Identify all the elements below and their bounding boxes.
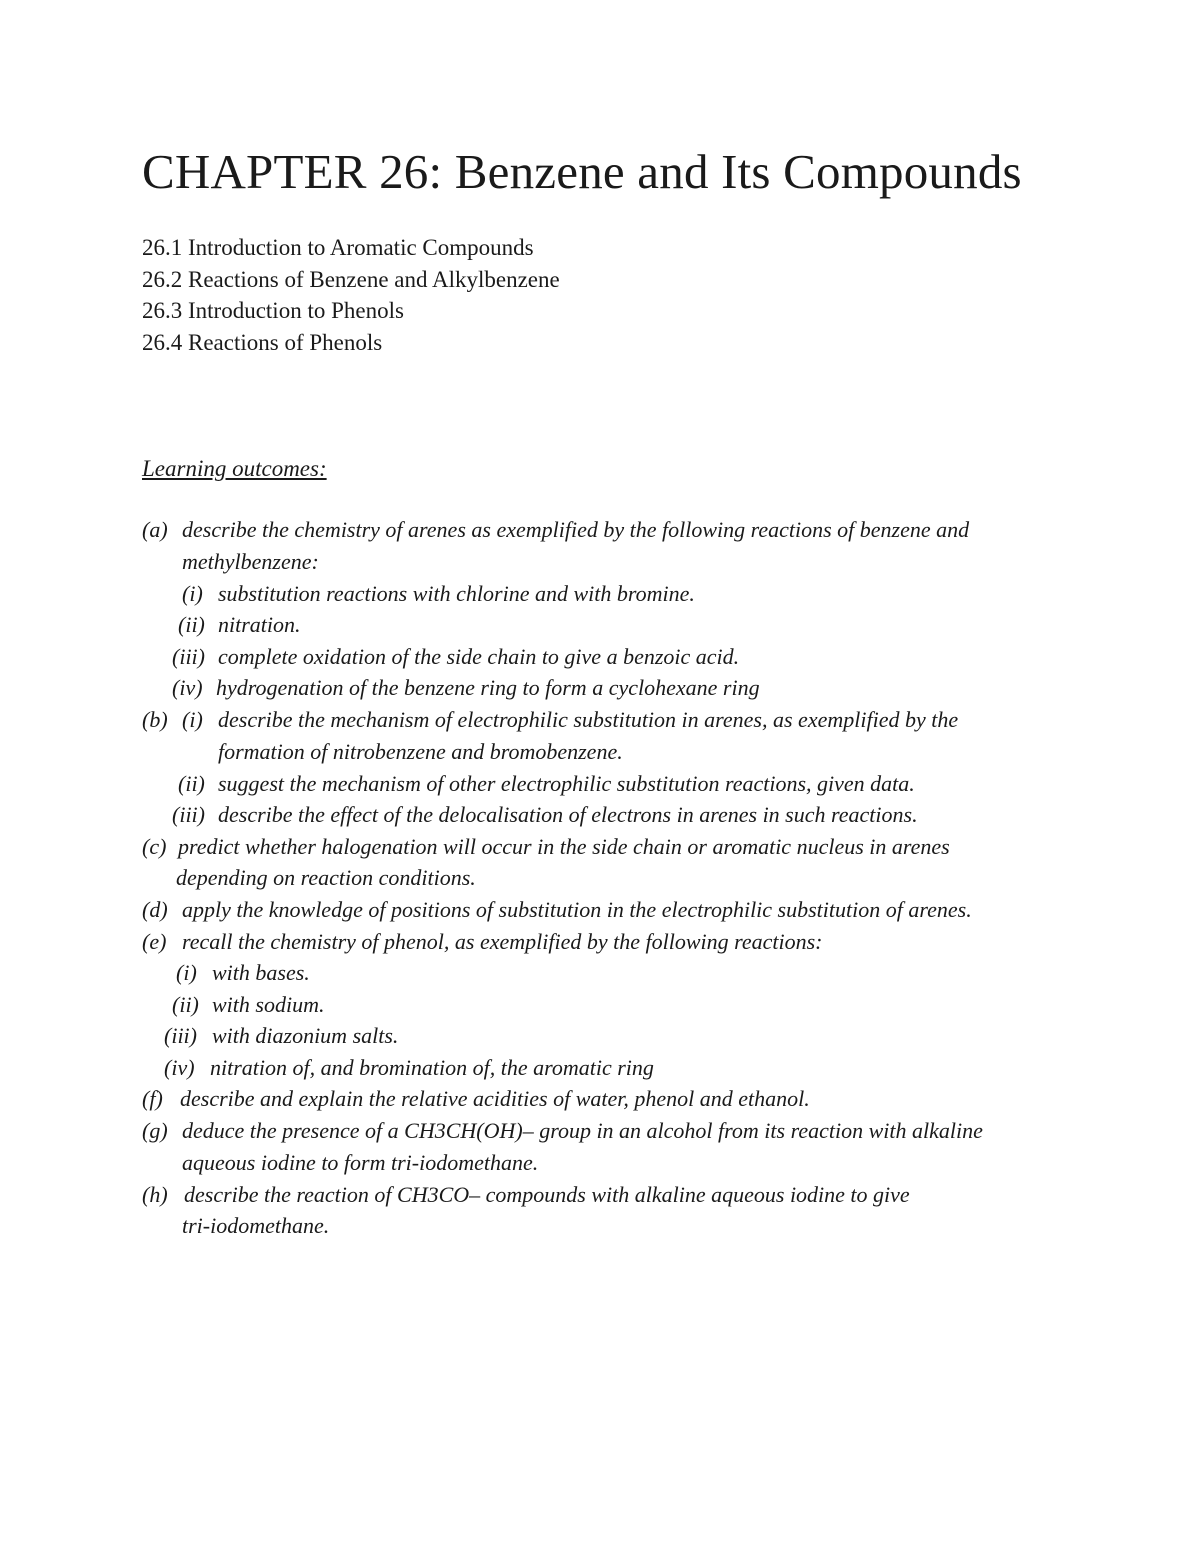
sub-outcome-text: describe the mechanism of electrophilic substitution in arenes, as exemplified by the [218, 707, 959, 732]
outcome-text: depending on reaction conditions. [176, 865, 476, 890]
outcome-text: methylbenzene: [182, 549, 319, 574]
sub-outcome-text: with diazonium salts. [212, 1023, 399, 1048]
sub-outcome-text: hydrogenation of the benzene ring to form a cyclohexane ring [216, 675, 760, 700]
outcome-text: predict whether halogenation will occur in the side chain or aromatic nucleus in arenes [178, 834, 950, 859]
sub-outcome-text: nitration. [218, 612, 301, 637]
outcome-text: recall the chemistry of phenol, as exemplified by the following reactions: [182, 929, 823, 954]
toc-item: 26.3 Introduction to Phenols [142, 298, 404, 323]
outcome-label: (a) [142, 517, 168, 542]
toc-item: 26.1 Introduction to Aromatic Compounds [142, 235, 534, 260]
learning-outcomes-heading: Learning outcomes: [142, 456, 327, 481]
outcome-label: (h) [142, 1182, 168, 1207]
sub-outcome-label: (iv) [172, 675, 203, 700]
outcome-label: (e) [142, 929, 167, 954]
sub-outcome-label: (ii) [172, 992, 199, 1017]
sub-outcome-label: (iii) [164, 1023, 197, 1048]
sub-outcome-label: (iii) [172, 802, 205, 827]
sub-outcome-text: nitration of, and bromination of, the aromatic ring [210, 1055, 654, 1080]
outcome-label: (f) [142, 1086, 163, 1111]
outcome-text: apply the knowledge of positions of substitution in the electrophilic substitution of arenes. [182, 897, 972, 922]
sub-outcome-label: (i) [182, 707, 203, 732]
sub-outcome-text: substitution reactions with chlorine and with bromine. [218, 581, 695, 606]
sub-outcome-text: with bases. [212, 960, 310, 985]
outcome-text: tri-iodomethane. [182, 1213, 330, 1238]
outcome-text: describe and explain the relative acidities of water, phenol and ethanol. [180, 1086, 810, 1111]
outcome-text: deduce the presence of a CH3CH(OH)– group in an alcohol from its reaction with alkaline [182, 1118, 983, 1143]
chapter-title: CHAPTER 26: Benzene and Its Compounds [142, 144, 1022, 199]
outcome-text: aqueous iodine to form tri-iodomethane. [182, 1150, 539, 1175]
toc-item: 26.4 Reactions of Phenols [142, 329, 383, 355]
sub-outcome-label: (iv) [164, 1055, 195, 1080]
outcome-label: (b) [142, 707, 168, 732]
sub-outcome-label: (i) [176, 960, 197, 985]
sub-outcome-text: formation of nitrobenzene and bromobenzene. [218, 739, 623, 764]
sub-outcome-label: (ii) [178, 612, 205, 637]
outcome-label: (d) [142, 897, 168, 922]
sub-outcome-label: (iii) [172, 644, 205, 669]
outcome-label: (c) [142, 834, 167, 859]
table-of-contents [142, 232, 560, 358]
sub-outcome-label: (ii) [178, 771, 205, 796]
outcome-text: describe the chemistry of arenes as exemplified by the following reactions of benzene and [182, 517, 970, 542]
outcome-text: describe the reaction of CH3CO– compounds with alkaline aqueous iodine to give [184, 1182, 910, 1207]
sub-outcome-label: (i) [182, 581, 203, 606]
sub-outcome-text: with sodium. [212, 992, 325, 1017]
sub-outcome-text: describe the effect of the delocalisation of electrons in arenes in such reactions. [218, 802, 918, 827]
toc-item: 26.2 Reactions of Benzene and Alkylbenzene [142, 266, 560, 292]
sub-outcome-text: complete oxidation of the side chain to give a benzoic acid. [218, 644, 740, 669]
sub-outcome-text: suggest the mechanism of other electrophilic substitution reactions, given data. [218, 771, 915, 796]
outcome-label: (g) [142, 1118, 168, 1143]
